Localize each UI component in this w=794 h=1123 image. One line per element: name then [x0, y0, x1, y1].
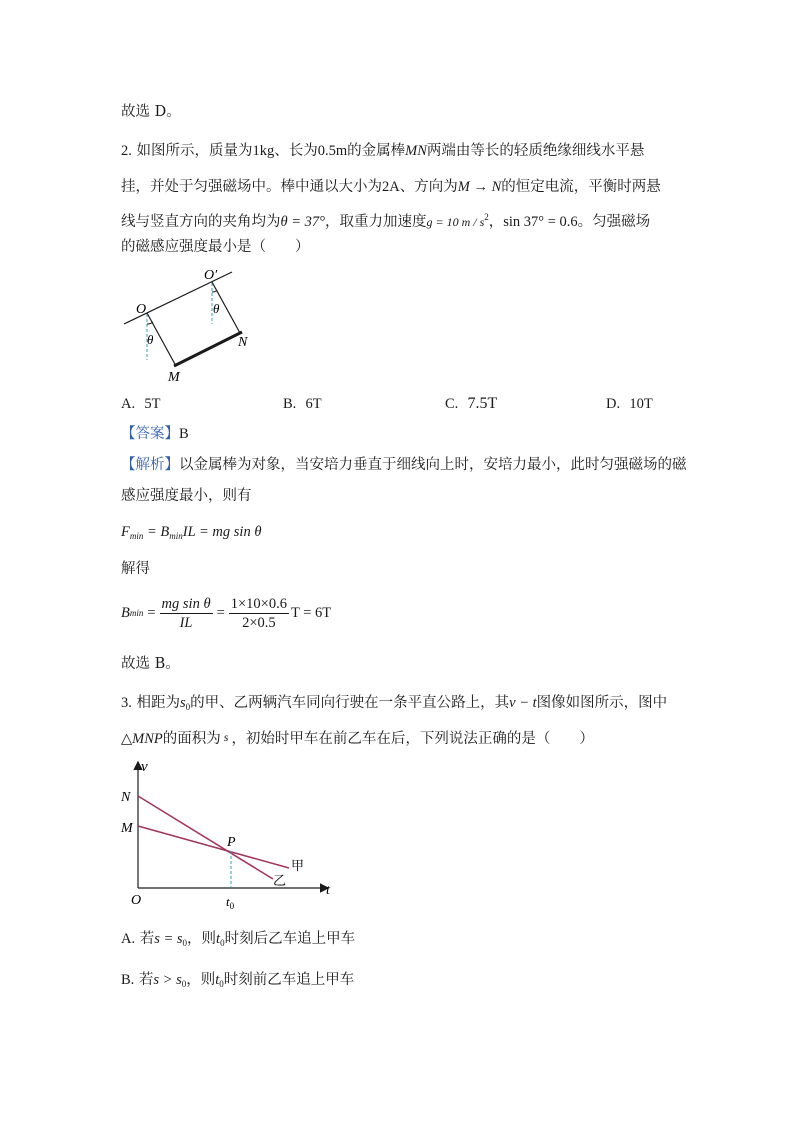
q2-equation-1: [121, 522, 261, 546]
q2-answer: [121, 424, 189, 444]
q2-direction: M → N: [457, 179, 502, 195]
q2-text: 两端由等长的轻质绝缘细线水平悬: [426, 143, 645, 159]
label-o: O: [136, 302, 147, 317]
option-key: D.: [606, 396, 621, 412]
option-subscript: 0: [219, 979, 224, 989]
label-yi: 乙: [273, 873, 287, 888]
q2-current: 2A: [382, 179, 400, 195]
label-t: t: [326, 883, 330, 898]
fraction-numerator: mg sin θ: [161, 595, 211, 612]
q2-sin: sin 37° = 0.6: [503, 214, 578, 230]
option-key: A.: [121, 931, 136, 947]
previous-conclusion: 故选 D。: [121, 104, 181, 120]
fraction-denominator: IL: [179, 614, 193, 631]
q2-length: 0.5m: [317, 143, 348, 159]
fraction-denominator: 2×0.5: [242, 614, 276, 631]
q3-s: s: [223, 730, 229, 744]
option-text: 若: [138, 972, 154, 988]
q3-text: ，初始时甲车在前乙车在后，下列说法正确的是（ ）: [231, 731, 594, 747]
q2-text: ，: [488, 214, 504, 230]
eq-symbol: F: [121, 524, 130, 540]
option-subscript: 0: [182, 938, 188, 948]
eq-equals: =: [216, 605, 225, 621]
label-theta-left: θ: [147, 332, 154, 347]
q2-g: g = 10 m / s: [426, 215, 485, 229]
analysis-text: 以金属棒为对象，当安培力垂直于细线向上时，安培力最小，此时匀强磁场的磁: [179, 457, 687, 473]
option-text: 时刻后乙车追上甲车: [224, 931, 356, 947]
q3-s0: s: [179, 695, 186, 711]
q2-figure: [118, 262, 258, 387]
q2-option-c[interactable]: [445, 394, 497, 414]
option-value: 10T: [629, 396, 653, 412]
eq-symbol: B: [121, 605, 130, 621]
eq-result: T = 6T: [290, 605, 332, 621]
label-p: P: [227, 835, 236, 850]
q3-triangle: MNP: [132, 731, 163, 747]
option-time: t: [215, 972, 220, 988]
eq-subscript: min: [169, 531, 183, 541]
label-m: M: [168, 370, 180, 385]
q3-s0-sub: 0: [185, 702, 191, 712]
q2-text: 、方向为: [399, 179, 458, 195]
q2-text: ，取重力加速度: [324, 214, 427, 230]
eq-symbol: = B: [146, 524, 170, 540]
option-subscript: 0: [181, 979, 187, 989]
q2-option-d[interactable]: [606, 394, 653, 414]
metal-rod-mn: [174, 332, 242, 366]
q2-line4: 的磁感应强度最小是（ ）: [121, 239, 310, 255]
q3-text: 的面积为: [162, 731, 221, 747]
option-key: B.: [121, 972, 135, 988]
option-key: A.: [121, 396, 136, 412]
option-key: C.: [445, 396, 459, 412]
q2-mass: 1kg: [252, 143, 275, 159]
eq-equals: =: [147, 605, 156, 621]
q3-vt-graph: [115, 755, 340, 915]
q2-g-exp: 2: [484, 212, 489, 222]
q2-option-b[interactable]: [283, 394, 322, 414]
label-m: M: [121, 821, 133, 836]
option-text: ，则: [186, 972, 216, 988]
label-origin: O: [131, 893, 142, 908]
q3-line2: [121, 727, 594, 749]
label-v: v: [141, 759, 148, 775]
q2-rod: MN: [405, 143, 427, 159]
label-t0: $t_0$: [226, 894, 235, 911]
eq-subscript: min: [129, 608, 144, 618]
option-value: 6T: [305, 396, 322, 412]
option-value: 5T: [144, 396, 161, 412]
q3-number: 3.: [121, 695, 132, 711]
option-condition: s > s: [153, 972, 182, 988]
option-subscript: 0: [220, 938, 225, 948]
q3-text: 的甲、乙两辆汽车同向行驶在一条平直公路上，其: [190, 695, 510, 711]
label-jia: 甲: [291, 858, 305, 873]
q2-text: 。匀强磁场: [577, 214, 651, 230]
q2-text: 、长为: [274, 143, 318, 159]
option-value: 7.5T: [467, 395, 498, 412]
q3-vt: v − t: [509, 695, 537, 711]
q2-angle: θ = 37°: [280, 214, 325, 230]
q2-text: 的金属棒: [347, 143, 406, 159]
q3-option-a[interactable]: [121, 929, 355, 953]
option-text: 时刻前乙车追上甲车: [223, 972, 355, 988]
option-time: t: [216, 931, 221, 947]
line-jia: [138, 826, 289, 868]
q2-solve-label: 解得: [121, 561, 150, 577]
q2-conclusion: 故选 B。: [121, 656, 180, 672]
q3-triangle-symbol: △: [121, 731, 133, 747]
q2-analysis-line1: [121, 455, 687, 475]
q2-line2: [121, 177, 661, 197]
eq-subscript: min: [129, 531, 144, 541]
fraction-symbolic: [160, 595, 213, 632]
answer-value: B: [179, 426, 189, 442]
line-yi: [138, 796, 273, 879]
q2-text: 线与竖直方向的夹角均为: [121, 214, 281, 230]
label-theta-right: θ: [213, 301, 220, 316]
eq-symbol: IL = mg sin θ: [182, 524, 262, 540]
option-text: 若: [139, 931, 155, 947]
q3-text: 相距为: [136, 695, 180, 711]
option-key: B.: [283, 396, 297, 412]
q3-text: 图像如图所示，图中: [536, 695, 668, 711]
q3-option-b[interactable]: [121, 970, 354, 994]
angle-arc-left: [147, 322, 153, 324]
q2-equation-2: [121, 592, 331, 634]
label-n: N: [238, 335, 248, 350]
q2-analysis-line2: 感应强度最小，则有: [121, 488, 252, 504]
analysis-tag: 【解析】: [121, 457, 179, 473]
q2-line1: [121, 141, 644, 161]
q2-text: 如图所示，质量为: [136, 143, 253, 159]
q3-line1: [121, 693, 667, 717]
q2-number: 2.: [121, 143, 132, 159]
option-text: ，则: [187, 931, 217, 947]
q2-line3: [121, 207, 650, 232]
q2-text: 挂，并处于匀强磁场中。棒中通以大小为: [121, 179, 382, 195]
option-condition: s = s: [154, 931, 183, 947]
label-o-prime: O′: [204, 268, 218, 283]
label-n: N: [121, 790, 131, 805]
q2-text: 的恒定电流，平衡时两悬: [501, 179, 661, 195]
fraction-numerator: 1×10×0.6: [230, 595, 287, 612]
q2-option-a[interactable]: [121, 394, 160, 414]
answer-tag: 【答案】: [121, 426, 179, 442]
fraction-numeric: [229, 595, 289, 632]
